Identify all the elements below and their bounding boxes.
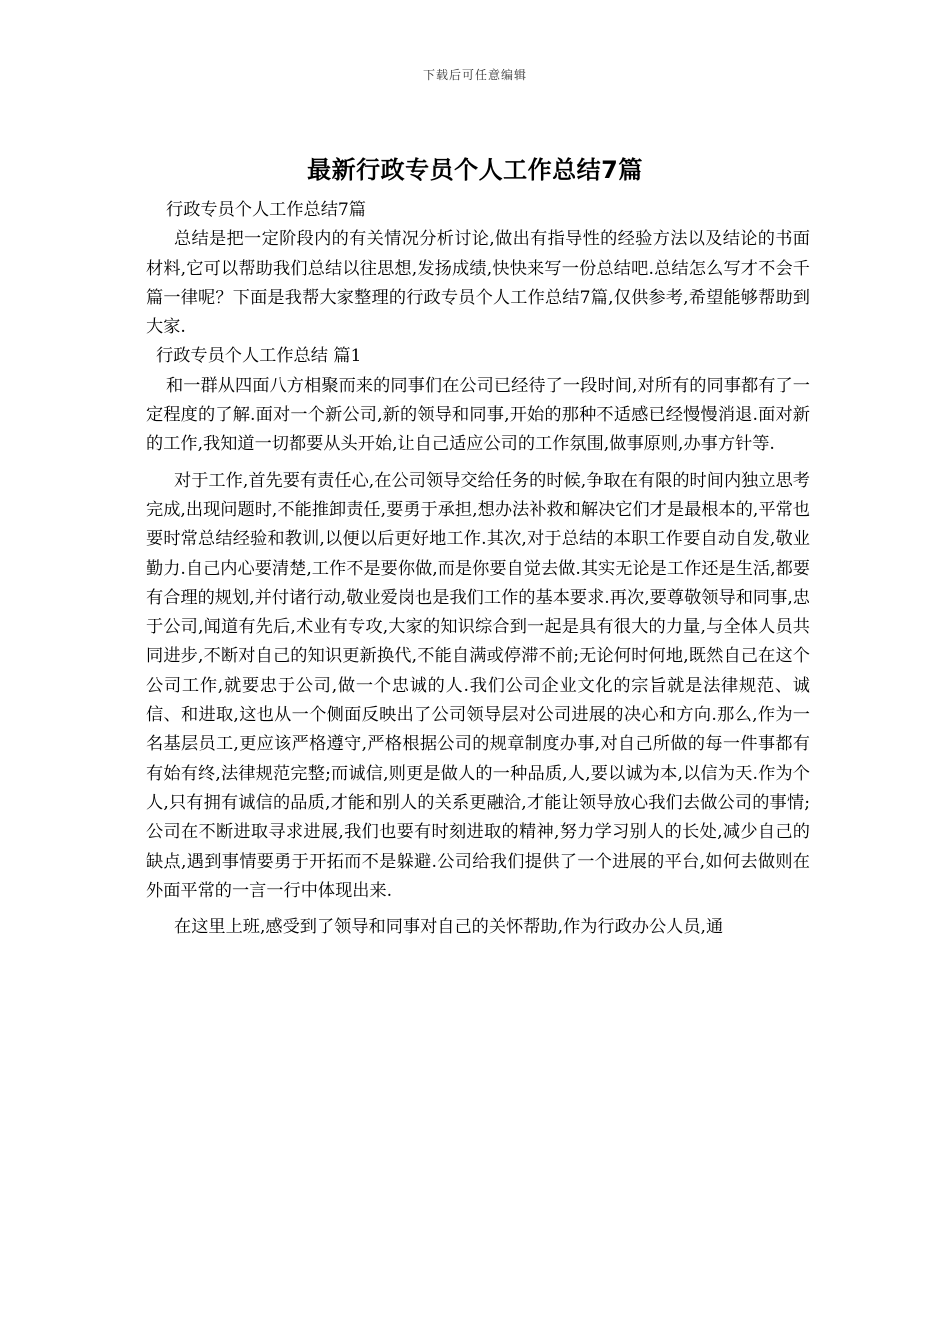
- body-paragraph-3: 在这里上班,感受到了领导和同事对自己的关怀帮助,作为行政办公人员,通: [174, 917, 724, 938]
- document-body: [146, 196, 810, 942]
- chapter-heading: 行政专员个人工作总结 篇1: [156, 346, 362, 367]
- document-subtitle: 行政专员个人工作总结7篇: [166, 200, 366, 220]
- intro-paragraph: 总结是把一定阶段内的有关情况分析讨论,做出有指导性的经验方法以及结论的书面材料,它可以帮助我们总结以往思想,发扬成绩,快快来写一份总结吧.总结怎么写才不会千篇一律呢？下面是我帮大家整理的行政专员个人工作总结7篇,仅供参考,希望能够帮助到大家.: [146, 229, 810, 338]
- header-note: 下载后可任意编辑: [422, 68, 527, 82]
- body-paragraph-1: 和一群从四面八方相聚而来的同事们在公司已经待了一段时间,对所有的同事都有了一定程度的了解.面对一个新公司,新的领导和同事,开始的那种不适感已经慢慢消退.面对新的工作,我知道一切都要从头开始,让自己适应公司的工作氛围,做事原则,办事方针等.: [146, 375, 810, 455]
- document-title: 最新行政专员个人工作总结7篇: [307, 156, 643, 184]
- body-paragraph-2: 对于工作,首先要有责任心,在公司领导交给任务的时候,争取在有限的时间内独立思考完成,出现问题时,不能推卸责任,要勇于承担,想办法补救和解决它们才是最根本的,平常也要时常总结经验和教训,以便以后更好地工作.其次,对于总结的本职工作要自动自发,敬业勤力.自己内心要清楚,工作不是要你做,而是你要自觉去做.其实无论是工作还是生活,都要有合理的规划,并付诸行动,敬业爱岗也是我们工作的基本要求.再次,要尊敬领导和同事,忠于公司,闻道有先后,术业有专攻,大家的知识综合到一起是具有很大的力量,与全体人员共同进步,不断对自己的知识更新换代,不能自满或停滞不前;无论何时何地,既然自己在这个公司工作,就要忠于公司,做一个忠诚的人.我们公司企业文化的宗旨就是法律规范、诚信、和进取,这也从一个侧面反映出了公司领导层对公司进展的决心和方向.那么,作为一名基层员工,更应该严格遵守,严格根据公司的规章制度办事,对自己所做的每一件事都有有始有终,法律规范完整;而诚信,则更是做人的一种品质,人,要以诚为本,以信为天.作为个人,只有拥有诚信的品质,才能和别人的关系更融洽,才能让领导放心我们去做公司的事情;公司在不断进取寻求进展,我们也要有时刻进取的精神,努力学习别人的长处,减少自己的缺点,遇到事情要勇于开拓而不是躲避.公司给我们提供了一个进展的平台,如何去做则在外面平常的一言一行中体现出来.: [146, 470, 810, 901]
